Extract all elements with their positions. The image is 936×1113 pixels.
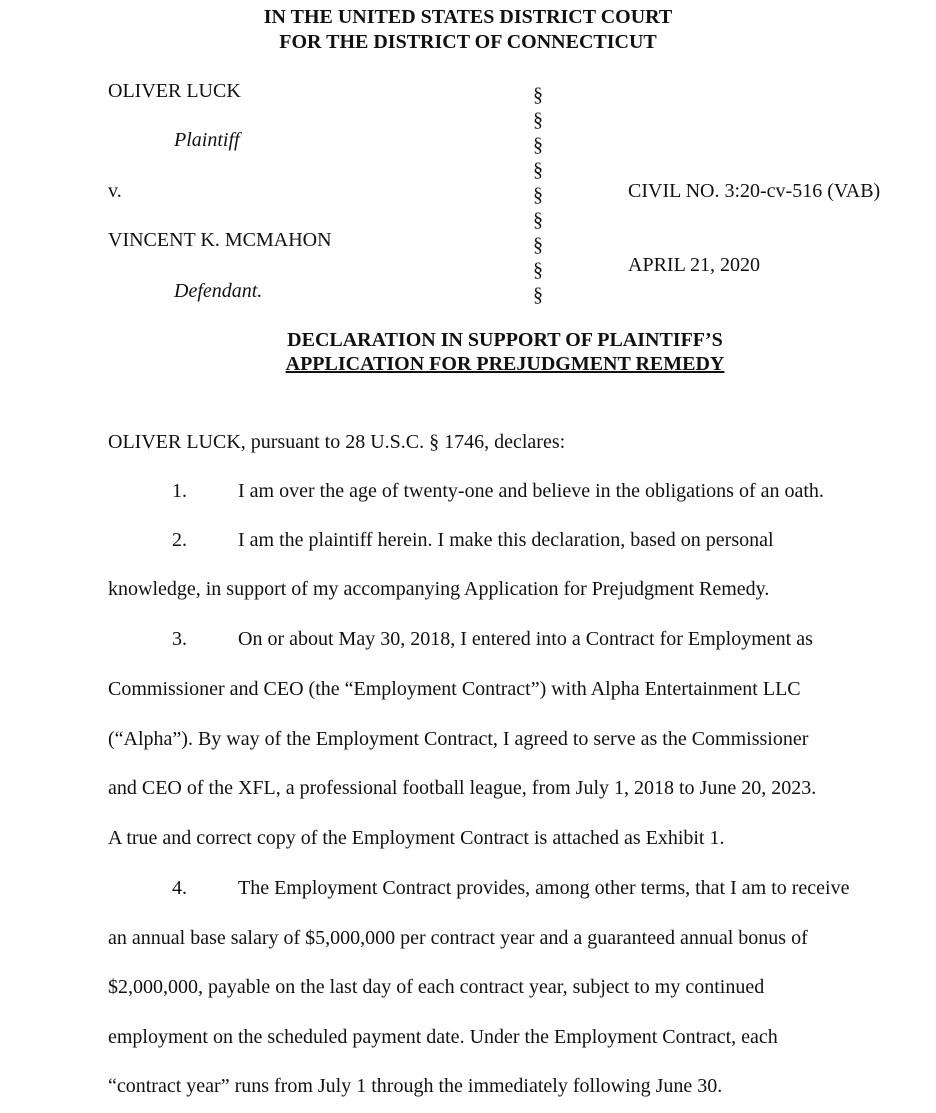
paragraph-3-line-5: A true and correct copy of the Employment Contract is attached as Exhibit 1.	[108, 827, 725, 849]
civil-case-number: CIVIL NO. 3:20-cv-516 (VAB)	[628, 180, 881, 202]
paragraph-4-line-5: “contract year” runs from July 1 through the immediately following June 30.	[108, 1075, 723, 1097]
court-name-line-1: IN THE UNITED STATES DISTRICT COURT	[263, 6, 673, 28]
defendant-name: VINCENT K. MCMAHON	[108, 229, 332, 251]
paragraph-3-number: 3.	[172, 628, 187, 650]
paragraph-4-number: 4.	[172, 877, 187, 899]
paragraph-3-line-4: and CEO of the XFL, a professional football league, from July 1, 2018 to June 20, 2023.	[108, 777, 817, 799]
paragraph-2-line-1: I am the plaintiff herein. I make this declaration, based on personal	[238, 529, 774, 551]
section-mark: §	[533, 259, 543, 281]
section-mark: §	[533, 234, 543, 256]
declaration-title-line-2-wrap	[230, 353, 780, 376]
paragraph-4-line-1: The Employment Contract provides, among other terms, that I am to receive	[238, 877, 850, 899]
section-mark: §	[533, 184, 543, 206]
section-mark: §	[533, 209, 543, 231]
filing-date: APRIL 21, 2020	[628, 254, 761, 276]
paragraph-3-line-1: On or about May 30, 2018, I entered into a Contract for Employment as	[238, 628, 813, 650]
paragraph-2-line-2: knowledge, in support of my accompanying Application for Prejudgment Remedy.	[108, 578, 770, 600]
section-mark: §	[533, 84, 543, 106]
court-name-line-2: FOR THE DISTRICT OF CONNECTICUT	[279, 31, 657, 53]
paragraph-4-line-4: employment on the scheduled payment date. Under the Employment Contract, each	[108, 1026, 778, 1048]
defendant-role: Defendant.	[174, 280, 263, 302]
paragraph-2-number: 2.	[172, 529, 187, 551]
paragraph-1-number: 1.	[172, 480, 187, 502]
plaintiff-name: OLIVER LUCK	[108, 80, 241, 102]
section-mark: §	[533, 109, 543, 131]
plaintiff-role: Plaintiff	[174, 129, 240, 151]
declaration-title-line-1: DECLARATION IN SUPPORT OF PLAINTIFF’S	[287, 329, 723, 351]
declaration-title-line-2: APPLICATION FOR PREJUDGMENT REMEDY	[285, 353, 725, 375]
paragraph-3-line-2: Commissioner and CEO (the “Employment Contract”) with Alpha Entertainment LLC	[108, 678, 801, 700]
paragraph-3-line-3: (“Alpha”). By way of the Employment Contract, I agreed to serve as the Commissioner	[108, 728, 809, 750]
section-mark: §	[533, 134, 543, 156]
section-mark: §	[533, 159, 543, 181]
section-mark: §	[533, 284, 543, 306]
paragraph-4-line-3: $2,000,000, payable on the last day of each contract year, subject to my continued	[108, 976, 765, 998]
paragraph-4-line-2: an annual base salary of $5,000,000 per contract year and a guaranteed annual bonus of	[108, 927, 808, 949]
paragraph-1-line-1: I am over the age of twenty-one and believe in the obligations of an oath.	[238, 480, 824, 502]
declaration-intro: OLIVER LUCK, pursuant to 28 U.S.C. § 1746, declares:	[108, 431, 566, 453]
versus: v.	[108, 180, 122, 202]
